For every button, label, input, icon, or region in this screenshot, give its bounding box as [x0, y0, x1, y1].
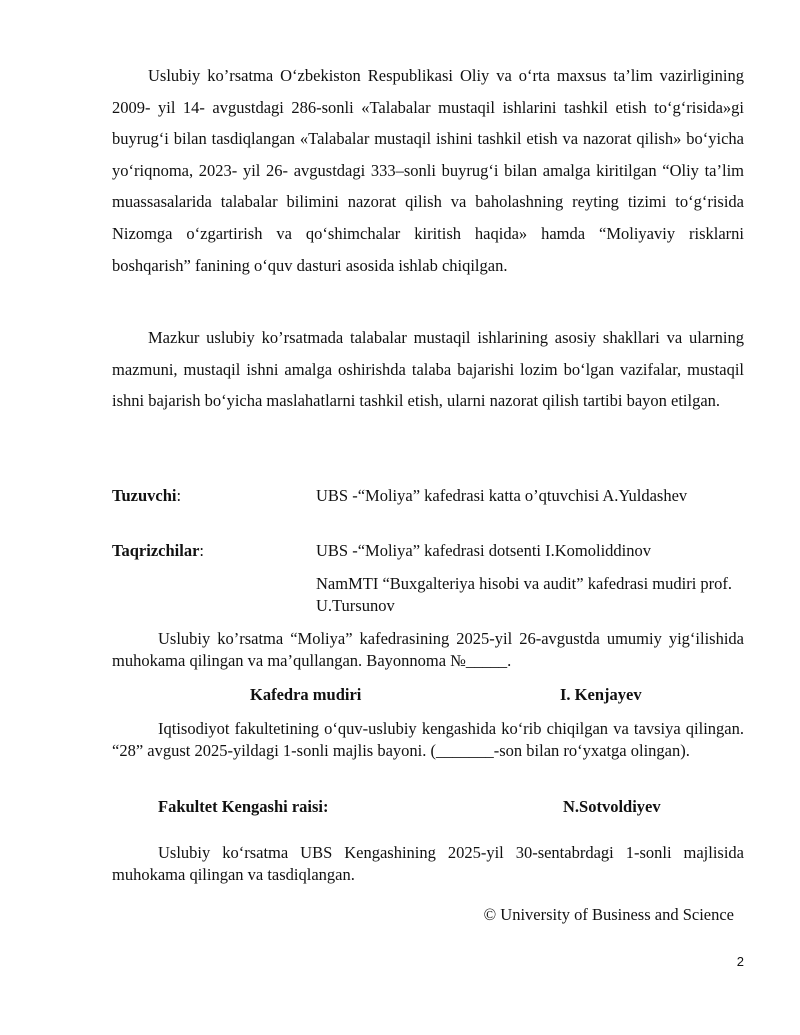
faculty-chair-title: Fakultet Kengashi raisi:: [158, 797, 329, 816]
copyright-notice: © University of Business and Science: [483, 905, 734, 924]
council-approval-text: Uslubiy ko‘rsatma UBS Kengashining 2025-yil 30-sentabrdagi 1-sonli majlisida muhokama qilingan va tasdiqlangan.: [112, 843, 744, 884]
faculty-approval-text: Iqtisodiyot fakultetining o‘quv-uslubiy kengashida ko‘rib chiqilgan va tavsiya qilingan. “28” avgust 2025-yildagi 1-sonli majlis bayoni. (_______-son bilan ro‘yxatga olingan).: [112, 719, 744, 760]
page-number: 2: [736, 954, 744, 969]
department-approval-text: Uslubiy ko’rsatma “Moliya” kafedrasining 2025-yil 26-avgustda umumiy yig‘ilishida muhokama qilingan va ma’qullangan. Bayonnoma №_____.: [112, 629, 744, 670]
reviewer-1: UBS -“Moliya” kafedrasi dotsenti I.Komoliddinov: [316, 541, 651, 560]
department-head-name: I. Kenjayev: [560, 685, 642, 704]
reviewers-label-row: [112, 540, 204, 562]
author-label: Tuzuvchi: [112, 486, 177, 505]
reviewers-label: Taqrizchilar: [112, 541, 200, 560]
reviewer-2: NamMTI “Buxgalteriya hisobi va audit” kafedrasi mudiri prof. U.Tursunov: [316, 574, 733, 615]
summary-paragraph: Mazkur uslubiy ko’rsatmada talabalar mustaqil ishlarining asosiy shakllari va ularning mazmuni, mustaqil ishni amalga oshirishda talaba bajarishi lozim bo‘lgan vazifalar, mustaqil ishni bajarish bo‘yicha maslahatlarni tashkil etish, ularni nazorat qilish tartibi bayon etilgan.: [112, 328, 744, 411]
author-label-row: [112, 485, 181, 507]
department-head-title: Kafedra mudiri: [250, 685, 362, 704]
intro-paragraph: Uslubiy ko’rsatma O‘zbekiston Respublikasi Oliy va o‘rta maxsus ta’lim vazirligining 2009- yil 14- avgustdagi 286-sonli «Talabalar mustaqil ishlarini tashkil etish to‘g‘risida»gi buyrug‘i bilan tasdiqlangan «Talabalar mustaqil ishini tashkil etish va nazorat qilish» bo‘yicha yo‘riqnoma, 2023- yil 26- avgustdagi 333–sonli buyrug‘i bilan amalga kiritilgan “Oliy ta’lim muassasalarida talabalar bilimini nazorat qilish va baholashning reyting tizimi to‘g‘risida Nizomga o‘zgartirish va qo‘shimchalar kiritish haqida» hamda “Moliyaviy risklarni boshqarish” fanining o‘quv dasturi asosida ishlab chiqilgan.: [112, 66, 744, 275]
faculty-chair-name: N.Sotvoldiyev: [563, 797, 661, 816]
reviewers-label-colon: :: [199, 541, 204, 560]
author-label-colon: :: [176, 486, 182, 505]
author-value: UBS -“Moliya” kafedrasi katta o’qtuvchisi A.Yuldashev: [316, 486, 688, 505]
